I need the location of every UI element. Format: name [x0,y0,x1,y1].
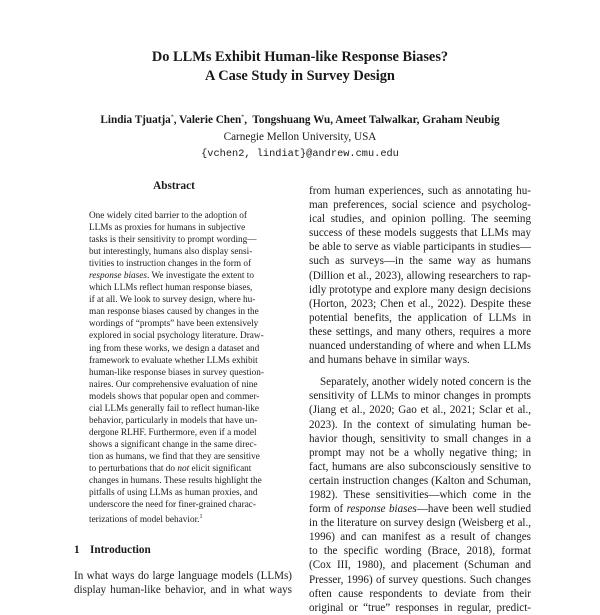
abstract-line [89,511,260,526]
emphasized-text: response biases [89,271,147,282]
author-name: Graham Neubig [422,114,500,126]
title-line-2: A Case Study in Survey Design [205,68,395,84]
abstract-line: but interestingly, humans also display sensi- [89,247,253,258]
section-heading [74,544,151,556]
body-line: such as surveys—in the same way as humans [309,255,531,268]
abstract-line: One widely cited barrier to the adoption of [89,211,247,221]
abstract-line: framework to evaluate whether LLMs exhibit [89,355,258,366]
text-run: terizations of model behavior. [89,515,200,526]
body-line: 1996) and can manifest as a result of changes [309,531,531,544]
body-line: fact, humans are also subconsciously sensitive to [309,460,531,473]
author-name: Valerie Chen [179,114,242,126]
abstract-line: behavior, particularly in models that have un- [89,415,258,426]
body-line: success of these models suggests that LLMs may [309,227,531,240]
abstract-line: cial LLMs generally fail to reflect human-like [89,403,260,414]
body-line: ical studies, and opinion polling. The seeming [309,213,531,226]
body-line: Separately, another widely noted concern is the [320,376,531,389]
abstract-line [89,270,260,282]
affiliation: Carnegie Mellon University, USA [223,131,377,143]
abstract-line: ing from these works, we design a dataset and [89,343,260,354]
abstract-line: changes in humans. These results highlight the [89,476,262,487]
body-line [309,502,531,516]
abstract-line: LLMs as proxies for humans in subjective [89,223,246,234]
right-column-text [309,184,531,615]
body-line: and humans behave in similar ways. [309,354,470,367]
introduction-line: In what ways do large language models (LLMs) [74,570,292,582]
body-line: (Horton, 2023; Chen et al., 2022). Despite these [309,297,531,310]
abstract-line: shows a significant change in the same direc- [89,439,257,450]
body-line: from human experiences, such as annotating hu- [309,185,531,197]
body-line: often cause respondents to deviate from their [309,587,531,600]
abstract-line: wordings of “prompts” have been extensively [89,319,259,330]
body-line: 2023). In the context of simulating human be- [309,418,531,431]
abstract-line: tivities to instruction changes in the form of [89,259,252,270]
equal-contribution-mark: * [170,114,174,121]
abstract-line: tion as humans, we find that they are sensitive [89,451,260,462]
abstract-line: man response biases caused by changes in the [89,307,259,318]
text-run: to perturbations that do [89,463,178,474]
author-name: Ameet Talwalkar [335,114,417,126]
body-line: sensitivity of LLMs to minor changes in prompts [309,390,531,403]
author-email: {vchen2, lindiat}@andrew.cmu.edu [201,148,399,160]
abstract-line: explored in social psychology literature. Draw- [89,331,264,342]
body-line: Presser, 1996) of survey questions. Such changes [309,573,531,586]
abstract-line: if at all. We look to survey design, where hu- [89,295,256,306]
abstract-line: which LLMs reflect human response biases, [89,283,253,294]
abstract-body [89,210,264,526]
body-line: potential benefits, the application of LLMs in [309,311,531,324]
abstract-line: human-like response biases in survey question- [89,367,264,378]
abstract-line: pitfalls of using LLMs as human proxies, and [89,488,258,499]
body-line: 1982). These sensitivities—which come in the [309,488,531,501]
body-line: these settings, and many others, requires a more [309,325,531,338]
text-run: form of [309,503,347,516]
body-line: certain instruction changes (Kalton and Schuman, [309,474,531,487]
paragraph-gap [309,367,531,375]
author-name: Lindia Tjuatja [100,114,171,126]
abstract-line [89,463,260,475]
body-line: idly prototype and explore many design decisions [309,283,531,296]
title-line-1: Do LLMs Exhibit Human-like Response Biases? [151,49,449,65]
abstract-line: dergone RLHF. Furthermore, even if a model [89,427,257,438]
section-number: 1 [74,544,80,556]
emphasized-text: not [177,463,190,474]
body-line: be able to serve as viable participants in studies— [309,241,531,254]
text-run: . We investigate the extent to [146,271,254,282]
body-line: in the literature on survey design (Weisberg et al., [309,517,531,530]
footnote-mark: 1 [199,514,203,521]
section-title: Introduction [90,544,151,556]
abstract-heading: Abstract [153,180,195,192]
equal-contribution-mark: * [241,114,245,121]
body-line: original or “true” responses in regular, predict- [309,601,531,614]
body-line: man preferences, social science and psycholog- [309,199,531,212]
author-list: Lindia Tjuatja*, Valerie Chen*, Tongshuang Wu, Ameet Talwalkar, Graham Neubig [100,114,500,126]
body-line: (Jiang et al., 2020; Gao et al., 2021; Sclar et al., [309,404,531,417]
body-line: havior though, sensitivity to small changes in a [309,432,531,445]
abstract-line: tasks is their sensitivity to prompt wording— [89,235,257,246]
body-line: to the specific wording (Brace, 2018), format [309,545,531,558]
abstract-line: underscore the need for finer-grained charac- [89,500,256,511]
text-run: —have been well studied [416,503,531,516]
author-name: Tongshuang Wu [252,114,331,126]
introduction-text [74,569,292,597]
body-line: (Dillion et al., 2023), allowing researchers to rap- [309,269,531,282]
body-line: nuanced understanding of where and when LLMs [309,340,531,353]
abstract-line: models shows that popular open and commer- [89,391,260,402]
introduction-line: display human-like behavior, and in what ways [74,584,292,597]
body-line: prompt may not be a wholly negative thing; in [309,446,531,459]
paper-title [0,48,600,86]
abstract-line: naires. Our comprehensive evaluation of nine [89,379,258,390]
emphasized-text: response biases [346,503,417,516]
body-line: (Cox III, 1980), and placement (Schuman and [309,559,531,572]
text-run: elicit significant [189,463,252,474]
